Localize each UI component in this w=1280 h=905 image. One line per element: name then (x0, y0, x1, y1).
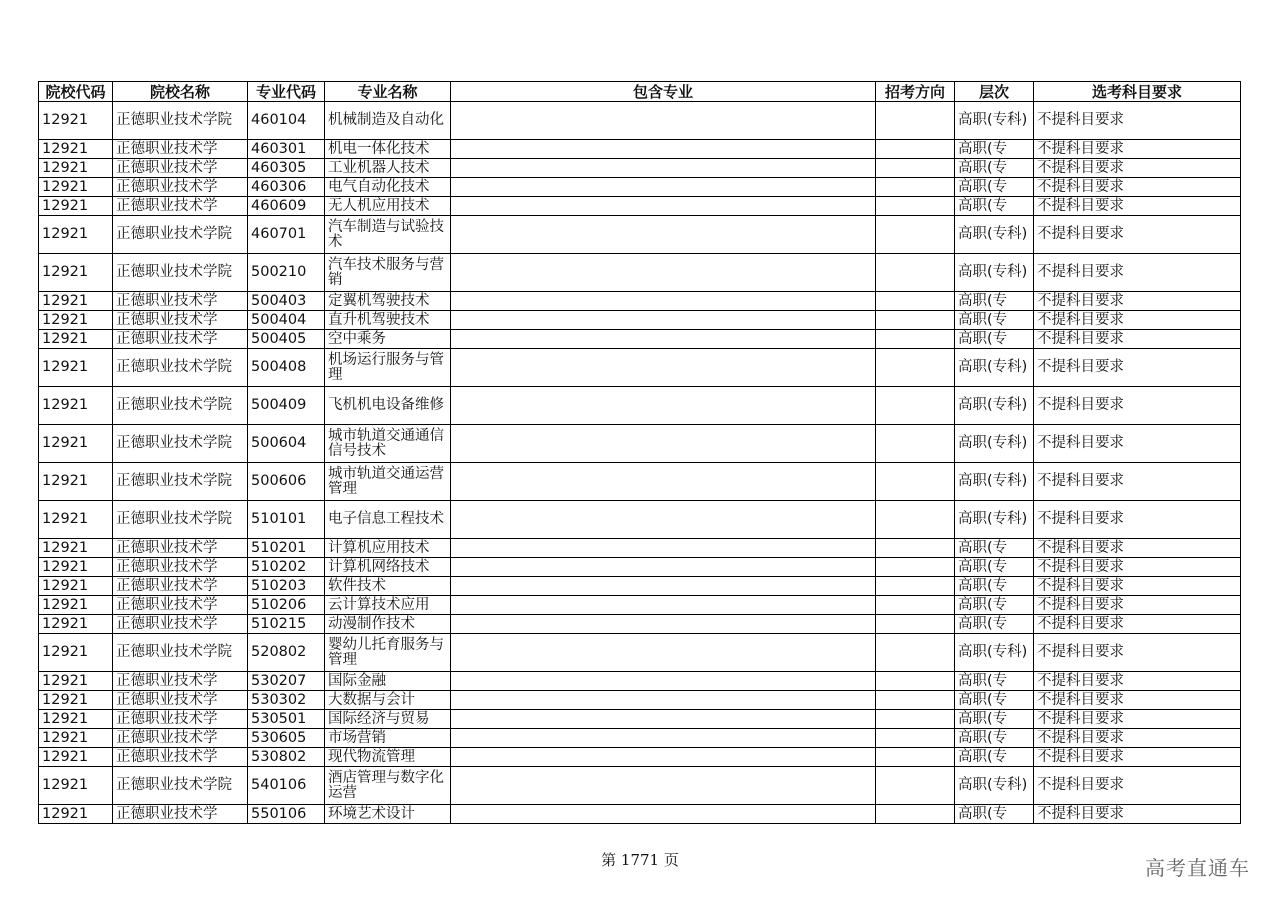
cell-school-name: 正德职业技术学 (113, 558, 248, 577)
cell-school-name: 正德职业技术学 (113, 615, 248, 634)
table-row (39, 501, 1241, 539)
cell-requirement: 不提科目要求 (1034, 634, 1241, 672)
table-row (39, 159, 1241, 178)
cell-school-code: 12921 (39, 197, 113, 216)
cell-level: 高职(专科) (955, 102, 1034, 140)
header-school-code: 院校代码 (39, 82, 113, 102)
cell-major-code: 510203 (248, 577, 325, 596)
header-requirement: 选考科目要求 (1034, 82, 1241, 102)
cell-included-majors (451, 463, 876, 501)
cell-requirement: 不提科目要求 (1034, 178, 1241, 197)
cell-level: 高职(专科) (955, 463, 1034, 501)
cell-major-code: 500606 (248, 463, 325, 501)
cell-major-code: 530802 (248, 748, 325, 767)
cell-direction (876, 292, 955, 311)
cell-direction (876, 596, 955, 615)
cell-level: 高职(专 (955, 710, 1034, 729)
cell-school-name: 正德职业技术学院 (113, 254, 248, 292)
cell-included-majors (451, 634, 876, 672)
table-row (39, 349, 1241, 387)
header-included-majors: 包含专业 (451, 82, 876, 102)
cell-level: 高职(专科) (955, 767, 1034, 805)
cell-level: 高职(专科) (955, 254, 1034, 292)
cell-included-majors (451, 539, 876, 558)
cell-level: 高职(专科) (955, 216, 1034, 254)
cell-requirement: 不提科目要求 (1034, 710, 1241, 729)
cell-major-code: 530207 (248, 672, 325, 691)
cell-major-name: 国际金融 (325, 672, 451, 691)
cell-major-code: 500409 (248, 387, 325, 425)
cell-requirement: 不提科目要求 (1034, 159, 1241, 178)
cell-direction (876, 501, 955, 539)
cell-major-code: 530501 (248, 710, 325, 729)
cell-school-name: 正德职业技术学 (113, 197, 248, 216)
cell-included-majors (451, 311, 876, 330)
cell-direction (876, 349, 955, 387)
cell-major-name: 国际经济与贸易 (325, 710, 451, 729)
cell-school-name: 正德职业技术学 (113, 805, 248, 824)
cell-requirement: 不提科目要求 (1034, 767, 1241, 805)
cell-major-code: 500404 (248, 311, 325, 330)
cell-requirement: 不提科目要求 (1034, 311, 1241, 330)
table-row (39, 539, 1241, 558)
table-row (39, 197, 1241, 216)
cell-level: 高职(专 (955, 615, 1034, 634)
cell-school-name: 正德职业技术学 (113, 178, 248, 197)
cell-level: 高职(专 (955, 292, 1034, 311)
table-row (39, 558, 1241, 577)
cell-level: 高职(专 (955, 748, 1034, 767)
cell-level: 高职(专 (955, 558, 1034, 577)
cell-requirement: 不提科目要求 (1034, 387, 1241, 425)
cell-school-code: 12921 (39, 748, 113, 767)
cell-major-name: 电气自动化技术 (325, 178, 451, 197)
cell-major-code: 500210 (248, 254, 325, 292)
cell-level: 高职(专 (955, 311, 1034, 330)
cell-direction (876, 634, 955, 672)
cell-major-name: 机电一体化技术 (325, 140, 451, 159)
cell-included-majors (451, 615, 876, 634)
cell-school-name: 正德职业技术学 (113, 330, 248, 349)
cell-level: 高职(专 (955, 805, 1034, 824)
cell-major-code: 460305 (248, 159, 325, 178)
cell-major-code: 460104 (248, 102, 325, 140)
cell-requirement: 不提科目要求 (1034, 577, 1241, 596)
cell-school-name: 正德职业技术学 (113, 748, 248, 767)
cell-school-code: 12921 (39, 330, 113, 349)
cell-school-name: 正德职业技术学 (113, 159, 248, 178)
cell-level: 高职(专 (955, 140, 1034, 159)
cell-major-name: 工业机器人技术 (325, 159, 451, 178)
cell-level: 高职(专科) (955, 387, 1034, 425)
cell-school-code: 12921 (39, 767, 113, 805)
cell-included-majors (451, 501, 876, 539)
cell-requirement: 不提科目要求 (1034, 539, 1241, 558)
cell-school-name: 正德职业技术学院 (113, 501, 248, 539)
cell-school-code: 12921 (39, 178, 113, 197)
cell-major-name: 直升机驾驶技术 (325, 311, 451, 330)
cell-included-majors (451, 672, 876, 691)
cell-major-code: 500408 (248, 349, 325, 387)
cell-major-code: 460301 (248, 140, 325, 159)
cell-requirement: 不提科目要求 (1034, 330, 1241, 349)
cell-school-name: 正德职业技术学院 (113, 102, 248, 140)
cell-school-name: 正德职业技术学 (113, 539, 248, 558)
cell-school-code: 12921 (39, 425, 113, 463)
table-row (39, 672, 1241, 691)
cell-included-majors (451, 197, 876, 216)
cell-included-majors (451, 805, 876, 824)
cell-level: 高职(专科) (955, 425, 1034, 463)
cell-requirement: 不提科目要求 (1034, 349, 1241, 387)
cell-requirement: 不提科目要求 (1034, 292, 1241, 311)
table-row (39, 330, 1241, 349)
cell-school-name: 正德职业技术学 (113, 596, 248, 615)
cell-school-code: 12921 (39, 140, 113, 159)
cell-school-code: 12921 (39, 216, 113, 254)
cell-major-name: 大数据与会计 (325, 691, 451, 710)
admissions-table-container (38, 81, 1240, 824)
cell-level: 高职(专 (955, 729, 1034, 748)
cell-major-name: 软件技术 (325, 577, 451, 596)
cell-direction (876, 615, 955, 634)
cell-major-code: 460609 (248, 197, 325, 216)
cell-direction (876, 767, 955, 805)
cell-school-code: 12921 (39, 254, 113, 292)
cell-requirement: 不提科目要求 (1034, 729, 1241, 748)
cell-major-name: 汽车技术服务与营销 (325, 254, 451, 292)
cell-school-code: 12921 (39, 349, 113, 387)
cell-school-code: 12921 (39, 577, 113, 596)
cell-included-majors (451, 178, 876, 197)
cell-major-name: 环境艺术设计 (325, 805, 451, 824)
cell-major-code: 510202 (248, 558, 325, 577)
cell-school-code: 12921 (39, 558, 113, 577)
cell-direction (876, 691, 955, 710)
cell-included-majors (451, 691, 876, 710)
cell-requirement: 不提科目要求 (1034, 254, 1241, 292)
header-level: 层次 (955, 82, 1034, 102)
cell-requirement: 不提科目要求 (1034, 425, 1241, 463)
cell-school-name: 正德职业技术学院 (113, 349, 248, 387)
cell-direction (876, 729, 955, 748)
header-school-name: 院校名称 (113, 82, 248, 102)
cell-direction (876, 387, 955, 425)
cell-major-name: 飞机机电设备维修 (325, 387, 451, 425)
header-major-name: 专业名称 (325, 82, 451, 102)
cell-requirement: 不提科目要求 (1034, 558, 1241, 577)
cell-level: 高职(专 (955, 577, 1034, 596)
cell-school-name: 正德职业技术学 (113, 691, 248, 710)
cell-major-name: 婴幼儿托育服务与管理 (325, 634, 451, 672)
cell-requirement: 不提科目要求 (1034, 102, 1241, 140)
cell-major-name: 云计算技术应用 (325, 596, 451, 615)
cell-school-name: 正德职业技术学院 (113, 216, 248, 254)
cell-school-code: 12921 (39, 102, 113, 140)
cell-major-name: 计算机网络技术 (325, 558, 451, 577)
cell-requirement: 不提科目要求 (1034, 596, 1241, 615)
page-number: 第 1771 页 (601, 851, 679, 869)
cell-requirement: 不提科目要求 (1034, 748, 1241, 767)
cell-school-name: 正德职业技术学院 (113, 425, 248, 463)
cell-major-name: 动漫制作技术 (325, 615, 451, 634)
cell-level: 高职(专科) (955, 634, 1034, 672)
cell-school-code: 12921 (39, 501, 113, 539)
cell-included-majors (451, 577, 876, 596)
table-row (39, 729, 1241, 748)
table-row (39, 767, 1241, 805)
cell-school-code: 12921 (39, 729, 113, 748)
cell-direction (876, 330, 955, 349)
cell-major-name: 现代物流管理 (325, 748, 451, 767)
cell-included-majors (451, 254, 876, 292)
cell-major-name: 城市轨道交通通信信号技术 (325, 425, 451, 463)
cell-direction (876, 577, 955, 596)
cell-major-name: 机场运行服务与管理 (325, 349, 451, 387)
header-major-code: 专业代码 (248, 82, 325, 102)
cell-requirement: 不提科目要求 (1034, 140, 1241, 159)
cell-direction (876, 558, 955, 577)
cell-major-code: 500405 (248, 330, 325, 349)
table-row (39, 140, 1241, 159)
cell-school-code: 12921 (39, 539, 113, 558)
table-row (39, 254, 1241, 292)
table-row (39, 102, 1241, 140)
cell-direction (876, 748, 955, 767)
cell-major-name: 电子信息工程技术 (325, 501, 451, 539)
cell-direction (876, 102, 955, 140)
cell-direction (876, 178, 955, 197)
cell-direction (876, 710, 955, 729)
cell-major-name: 机械制造及自动化 (325, 102, 451, 140)
cell-requirement: 不提科目要求 (1034, 615, 1241, 634)
cell-level: 高职(专科) (955, 349, 1034, 387)
cell-major-code: 510206 (248, 596, 325, 615)
cell-major-name: 酒店管理与数字化运营 (325, 767, 451, 805)
cell-major-code: 530605 (248, 729, 325, 748)
table-row (39, 805, 1241, 824)
cell-included-majors (451, 767, 876, 805)
cell-included-majors (451, 558, 876, 577)
cell-school-code: 12921 (39, 634, 113, 672)
cell-direction (876, 311, 955, 330)
cell-direction (876, 805, 955, 824)
table-row (39, 178, 1241, 197)
table-row (39, 577, 1241, 596)
cell-major-code: 520802 (248, 634, 325, 672)
cell-level: 高职(专 (955, 330, 1034, 349)
cell-direction (876, 216, 955, 254)
cell-school-name: 正德职业技术学 (113, 577, 248, 596)
cell-included-majors (451, 330, 876, 349)
table-row (39, 387, 1241, 425)
cell-major-code: 530302 (248, 691, 325, 710)
table-row (39, 463, 1241, 501)
cell-requirement: 不提科目要求 (1034, 463, 1241, 501)
table-row (39, 216, 1241, 254)
cell-school-name: 正德职业技术学 (113, 710, 248, 729)
cell-level: 高职(专 (955, 178, 1034, 197)
cell-school-name: 正德职业技术学 (113, 729, 248, 748)
cell-requirement: 不提科目要求 (1034, 197, 1241, 216)
cell-level: 高职(专 (955, 691, 1034, 710)
cell-school-code: 12921 (39, 387, 113, 425)
cell-major-name: 定翼机驾驶技术 (325, 292, 451, 311)
cell-school-code: 12921 (39, 311, 113, 330)
cell-direction (876, 140, 955, 159)
cell-level: 高职(专 (955, 197, 1034, 216)
table-row (39, 615, 1241, 634)
cell-direction (876, 197, 955, 216)
cell-major-name: 城市轨道交通运营管理 (325, 463, 451, 501)
cell-included-majors (451, 159, 876, 178)
cell-included-majors (451, 387, 876, 425)
table-row (39, 311, 1241, 330)
cell-school-code: 12921 (39, 596, 113, 615)
cell-direction (876, 254, 955, 292)
cell-school-name: 正德职业技术学 (113, 311, 248, 330)
cell-included-majors (451, 425, 876, 463)
cell-major-code: 510215 (248, 615, 325, 634)
cell-school-name: 正德职业技术学 (113, 140, 248, 159)
cell-level: 高职(专 (955, 159, 1034, 178)
cell-major-name: 计算机应用技术 (325, 539, 451, 558)
table-row (39, 292, 1241, 311)
cell-school-name: 正德职业技术学院 (113, 767, 248, 805)
table-body (39, 102, 1241, 824)
table-header-row (39, 82, 1241, 102)
cell-direction (876, 463, 955, 501)
cell-major-code: 550106 (248, 805, 325, 824)
cell-major-code: 510101 (248, 501, 325, 539)
cell-requirement: 不提科目要求 (1034, 216, 1241, 254)
cell-major-code: 510201 (248, 539, 325, 558)
cell-school-code: 12921 (39, 292, 113, 311)
cell-level: 高职(专 (955, 672, 1034, 691)
cell-included-majors (451, 729, 876, 748)
cell-included-majors (451, 349, 876, 387)
cell-major-name: 空中乘务 (325, 330, 451, 349)
cell-school-code: 12921 (39, 710, 113, 729)
cell-level: 高职(专 (955, 596, 1034, 615)
cell-school-name: 正德职业技术学院 (113, 634, 248, 672)
watermark: 高考直通车 (1145, 856, 1250, 880)
cell-school-name: 正德职业技术学院 (113, 463, 248, 501)
cell-included-majors (451, 216, 876, 254)
cell-school-code: 12921 (39, 691, 113, 710)
header-direction: 招考方向 (876, 82, 955, 102)
table-row (39, 425, 1241, 463)
cell-included-majors (451, 596, 876, 615)
table-row (39, 710, 1241, 729)
cell-direction (876, 425, 955, 463)
table-row (39, 748, 1241, 767)
cell-major-code: 460701 (248, 216, 325, 254)
cell-school-code: 12921 (39, 615, 113, 634)
cell-school-code: 12921 (39, 463, 113, 501)
table-row (39, 691, 1241, 710)
cell-major-code: 540106 (248, 767, 325, 805)
cell-included-majors (451, 292, 876, 311)
cell-major-code: 500403 (248, 292, 325, 311)
cell-school-code: 12921 (39, 805, 113, 824)
table-row (39, 596, 1241, 615)
cell-included-majors (451, 102, 876, 140)
table-row (39, 634, 1241, 672)
cell-school-name: 正德职业技术学院 (113, 387, 248, 425)
cell-school-name: 正德职业技术学 (113, 292, 248, 311)
cell-school-code: 12921 (39, 672, 113, 691)
cell-requirement: 不提科目要求 (1034, 691, 1241, 710)
cell-direction (876, 539, 955, 558)
cell-major-name: 市场营销 (325, 729, 451, 748)
cell-requirement: 不提科目要求 (1034, 805, 1241, 824)
cell-included-majors (451, 140, 876, 159)
cell-direction (876, 672, 955, 691)
cell-level: 高职(专科) (955, 501, 1034, 539)
admissions-table (38, 81, 1241, 824)
cell-school-name: 正德职业技术学 (113, 672, 248, 691)
cell-direction (876, 159, 955, 178)
cell-requirement: 不提科目要求 (1034, 672, 1241, 691)
cell-major-code: 500604 (248, 425, 325, 463)
cell-major-code: 460306 (248, 178, 325, 197)
cell-requirement: 不提科目要求 (1034, 501, 1241, 539)
cell-major-name: 汽车制造与试验技术 (325, 216, 451, 254)
cell-included-majors (451, 710, 876, 729)
cell-school-code: 12921 (39, 159, 113, 178)
cell-major-name: 无人机应用技术 (325, 197, 451, 216)
cell-included-majors (451, 748, 876, 767)
cell-level: 高职(专 (955, 539, 1034, 558)
